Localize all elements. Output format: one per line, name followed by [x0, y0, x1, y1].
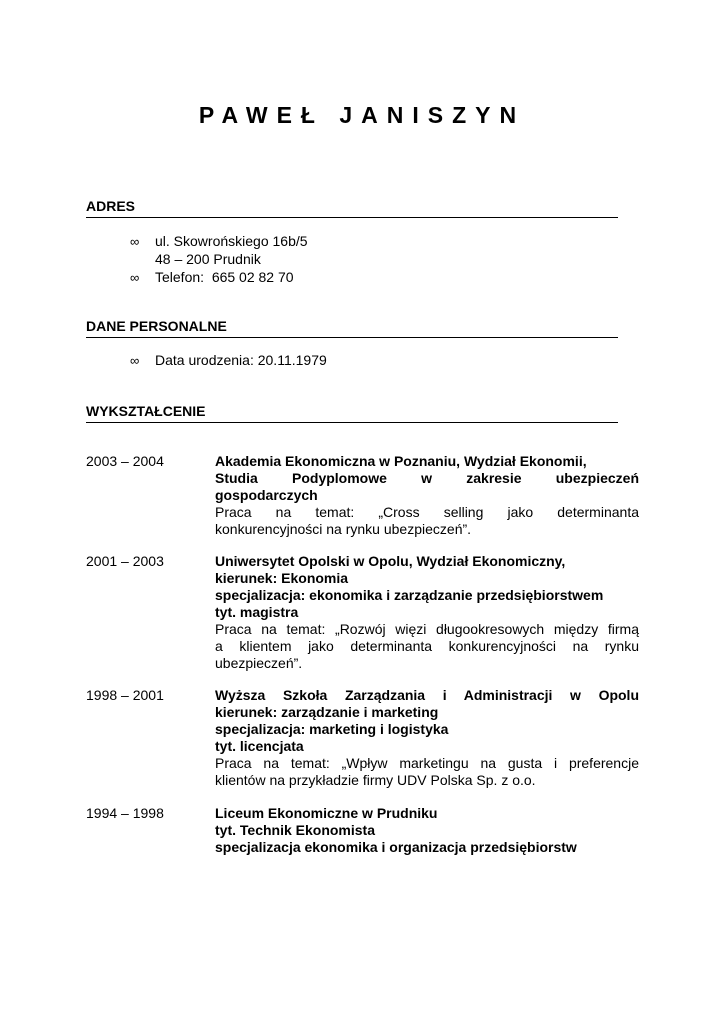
education-details	[215, 805, 639, 856]
education-thesis: Praca na temat: „Wpływ marketingu na gusta i preferencje	[215, 755, 639, 771]
education-thesis-cont: klientów na przykładzie firmy UDV Polska Sp. z o.o.	[215, 772, 536, 788]
education-title: tyt. licencjata	[215, 738, 304, 754]
list-item	[130, 250, 610, 268]
birth-date: Data urodzenia: 20.11.1979	[155, 352, 327, 368]
education-field: kierunek: zarządzanie i marketing	[215, 704, 439, 720]
education-years: 2003 – 2004	[86, 453, 164, 469]
education-specialization: specjalizacja: marketing i logistyka	[215, 721, 449, 737]
section-heading-education: WYKSZTAŁCENIE	[86, 403, 618, 423]
education-years: 1994 – 1998	[86, 805, 164, 821]
education-school: Wyższa Szkoła Zarządzania i Administracji w Opolu	[215, 687, 639, 703]
education-details	[215, 687, 639, 789]
section-heading-address: ADRES	[86, 198, 618, 218]
infinity-bullet-icon: ∞	[130, 270, 140, 285]
education-thesis: Praca na temat: „Cross selling jako determinanta	[215, 504, 639, 520]
education-title: tyt. Technik Ekonomista	[215, 822, 375, 838]
infinity-bullet-icon: ∞	[130, 234, 140, 249]
list-item	[130, 351, 610, 369]
address-list	[130, 232, 610, 286]
education-field: kierunek: Ekonomia	[215, 570, 349, 586]
education-thesis-cont: konkurencyjności na rynku ubezpieczeń”.	[215, 521, 472, 537]
education-school: Akademia Ekonomiczna w Poznaniu, Wydział Ekonomii,	[215, 453, 587, 469]
list-item	[130, 268, 610, 286]
address-phone: Telefon: 665 02 82 70	[155, 269, 294, 285]
education-program-cont: gospodarczych	[215, 487, 318, 503]
person-name: PAWEŁ JANISZYN	[198, 102, 526, 128]
education-specialization: specjalizacja ekonomika i organizacja przedsiębiorstw	[215, 839, 577, 855]
address-street: ul. Skowrońskiego 16b/5	[155, 233, 308, 249]
address-city: 48 – 200 Prudnik	[155, 251, 261, 267]
education-school: Liceum Ekonomiczne w Prudniku	[215, 805, 438, 821]
education-specialization: specjalizacja: ekonomika i zarządzanie przedsiębiorstwem	[215, 587, 604, 603]
list-item	[130, 232, 610, 250]
education-details	[215, 553, 639, 672]
education-thesis-cont: a klientem jako determinanta konkurencyjności na rynku	[215, 638, 639, 654]
infinity-bullet-icon: ∞	[130, 353, 140, 368]
education-thesis: Praca na temat: „Rozwój więzi długookresowych między firmą	[215, 621, 639, 637]
education-school: Uniwersytet Opolski w Opolu, Wydział Ekonomiczny,	[215, 553, 566, 569]
education-thesis-end: ubezpieczeń”.	[215, 655, 303, 671]
education-details	[215, 453, 639, 538]
education-years: 1998 – 2001	[86, 687, 164, 703]
section-heading-personal: DANE PERSONALNE	[86, 318, 618, 338]
education-years: 2001 – 2003	[86, 553, 164, 569]
personal-list	[130, 351, 610, 369]
education-title: tyt. magistra	[215, 604, 299, 620]
education-program: Studia Podyplomowe w zakresie ubezpieczeń	[215, 470, 639, 486]
